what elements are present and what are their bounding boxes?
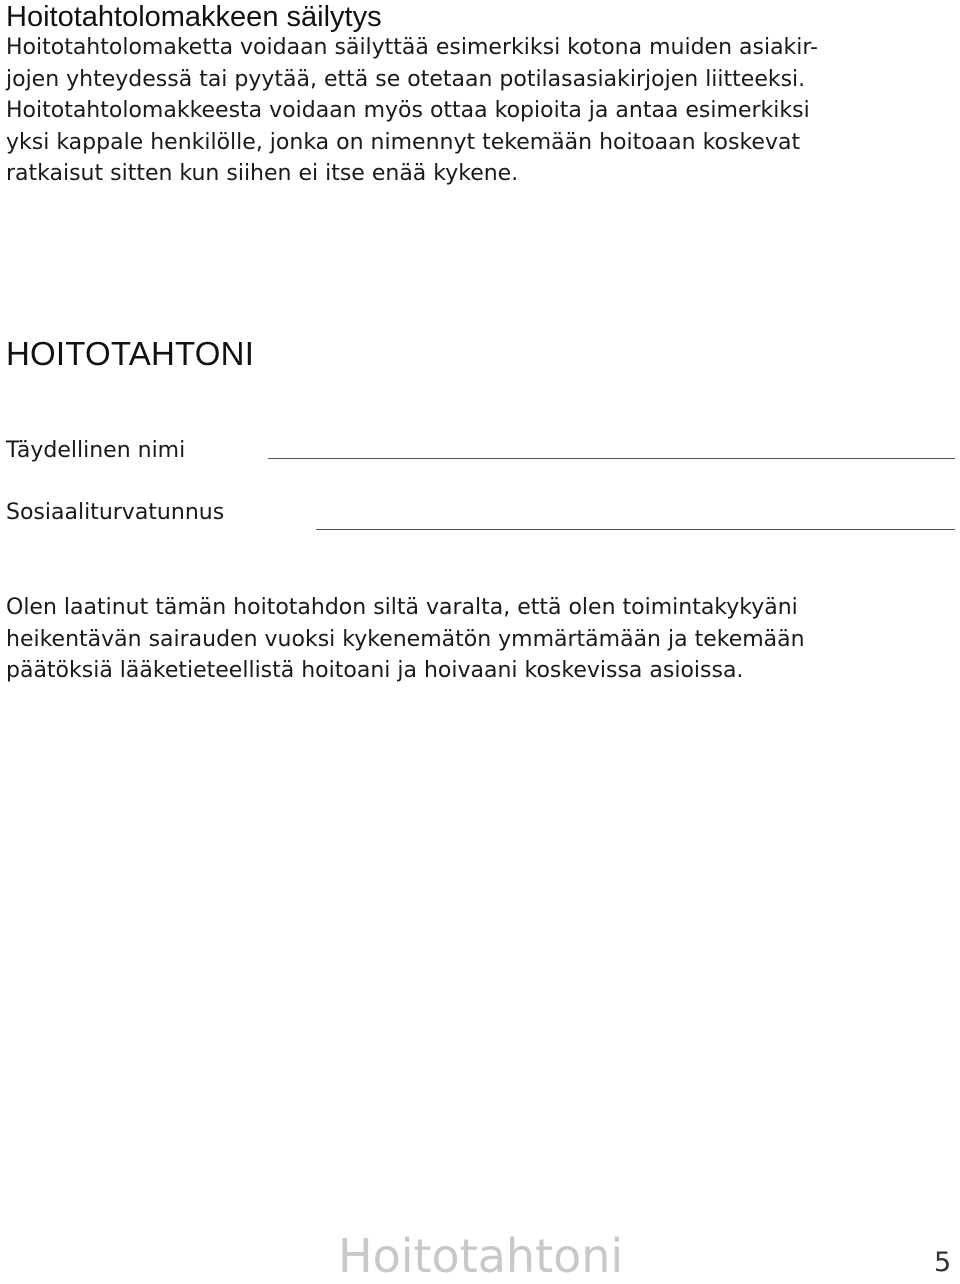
paragraph-line: Hoitotahtolomaketta voidaan säilyttää esimerkiksi kotona muiden asiakir- bbox=[6, 35, 818, 60]
paragraph-line: jojen yhteydessä tai pyytää, että se otetaan potilasasiakirjojen liitteeksi. bbox=[6, 66, 806, 92]
section-heading: Hoitotahtolomakkeen säilytys bbox=[6, 1, 382, 33]
page-number: 5 bbox=[934, 1247, 952, 1278]
full-name-field[interactable] bbox=[268, 458, 955, 459]
ssn-field[interactable] bbox=[316, 529, 955, 530]
full-name-label: Täydellinen nimi bbox=[6, 438, 186, 463]
statement-paragraph bbox=[6, 592, 956, 687]
statement-line: Olen laatinut tämän hoitotahdon siltä varalta, että olen toimintakykyäni bbox=[6, 595, 798, 620]
paragraph-line: Hoitotahtolomakkeesta voidaan myös ottaa kopioita ja antaa esimerkiksi bbox=[6, 98, 810, 123]
ssn-label: Sosiaaliturvatunnus bbox=[6, 500, 225, 525]
statement-line: päätöksiä lääketieteellistä hoitoani ja hoivaani koskevissa asioissa. bbox=[6, 658, 744, 683]
paragraph-line: yksi kappale henkilölle, jonka on nimennyt tekemään hoitoaan koskevat bbox=[6, 129, 801, 155]
storage-paragraph bbox=[6, 32, 956, 190]
statement-line: heikentävän sairauden vuoksi kykenemätön ymmärtämään ja tekemään bbox=[6, 626, 805, 652]
paragraph-line: ratkaisut sitten kun siihen ei itse enää kykene. bbox=[6, 161, 519, 186]
form-title: HOITOTAHTONI bbox=[6, 335, 255, 372]
footer-title: Hoitotahtoni bbox=[338, 1229, 624, 1283]
